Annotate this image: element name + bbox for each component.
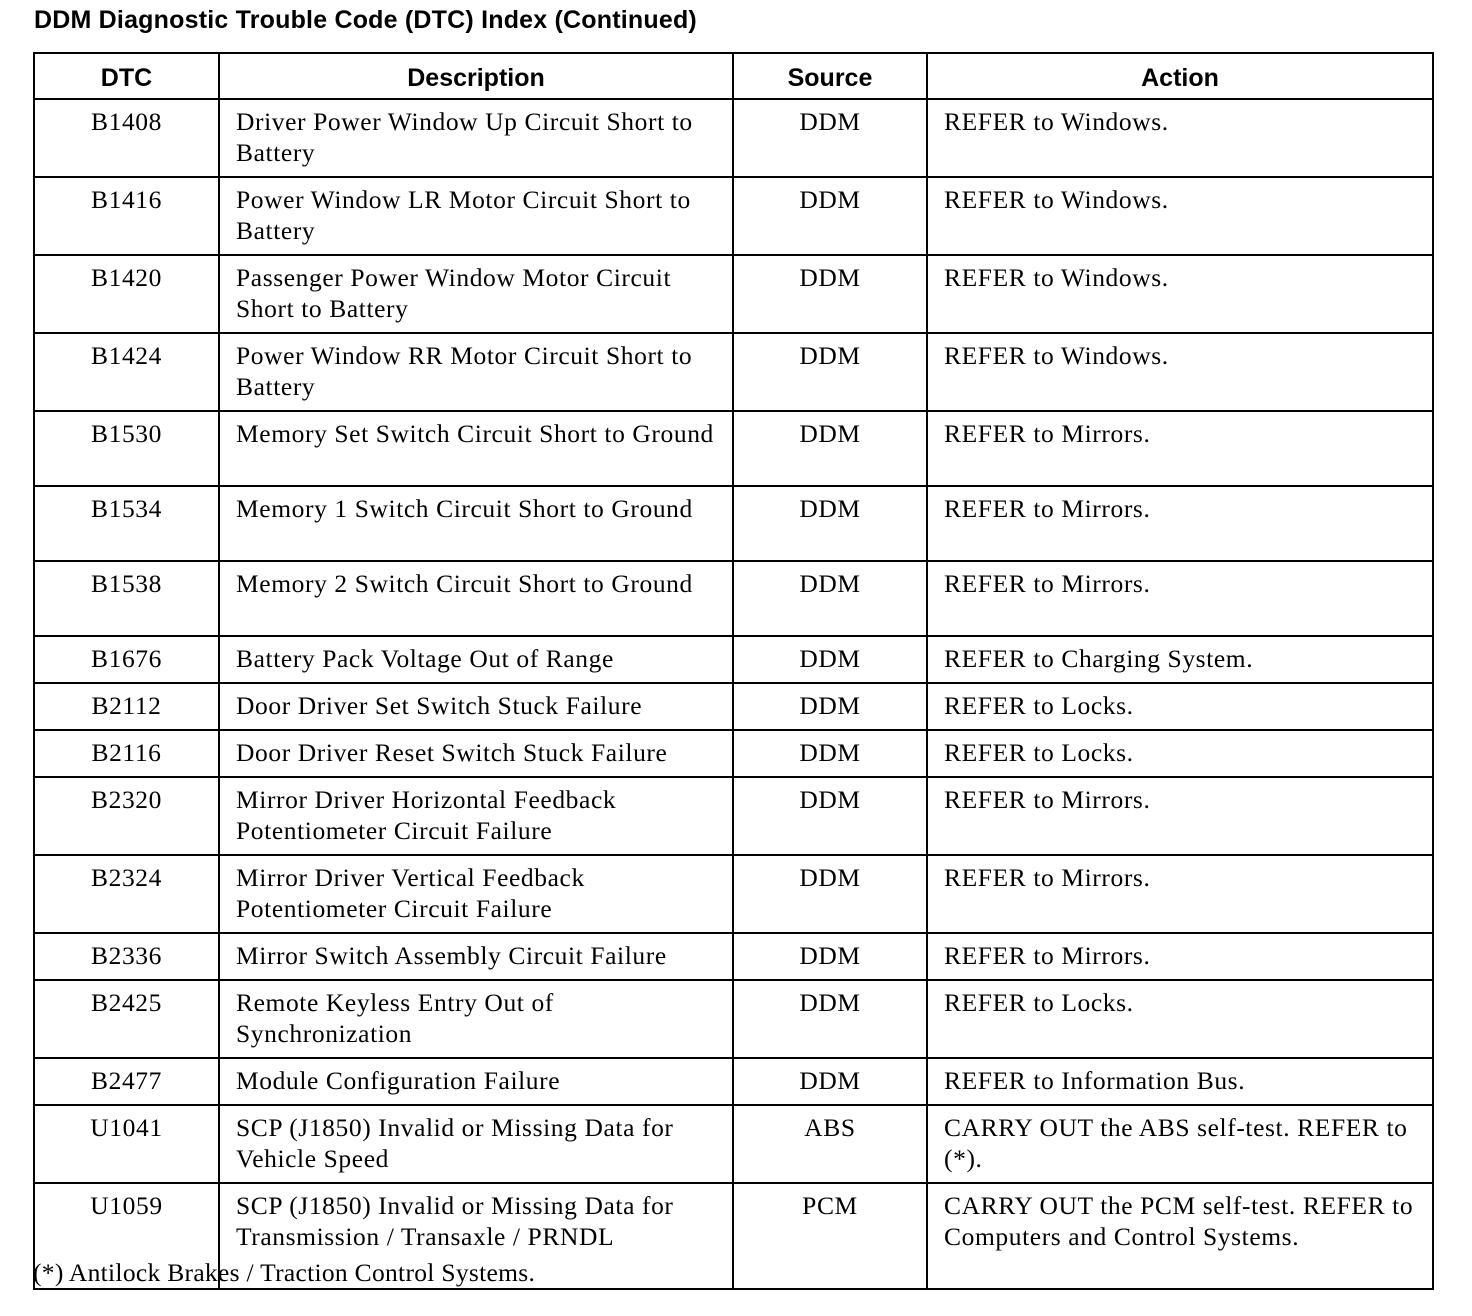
dtc-description: Remote Keyless Entry Out of Synchronization xyxy=(219,980,733,1058)
dtc-source: PCM xyxy=(733,1183,927,1289)
dtc-description: Mirror Switch Assembly Circuit Failure xyxy=(219,933,733,980)
dtc-source: DDM xyxy=(733,683,927,730)
dtc-code: B2425 xyxy=(34,980,219,1058)
dtc-source: DDM xyxy=(733,730,927,777)
dtc-action: REFER to Locks. xyxy=(927,683,1433,730)
dtc-description: Memory Set Switch Circuit Short to Ground xyxy=(219,411,733,486)
dtc-source: DDM xyxy=(733,333,927,411)
table-row xyxy=(34,1105,1433,1183)
table-row xyxy=(34,411,1433,486)
dtc-source: DDM xyxy=(733,1058,927,1105)
table-row xyxy=(34,730,1433,777)
dtc-action: REFER to Mirrors. xyxy=(927,561,1433,636)
dtc-action: REFER to Windows. xyxy=(927,255,1433,333)
table-row xyxy=(34,855,1433,933)
table-row xyxy=(34,777,1433,855)
table-row xyxy=(34,177,1433,255)
dtc-description: Passenger Power Window Motor Circuit Short to Battery xyxy=(219,255,733,333)
dtc-source: DDM xyxy=(733,980,927,1058)
table-row xyxy=(34,99,1433,177)
table-row xyxy=(34,486,1433,561)
dtc-source: DDM xyxy=(733,561,927,636)
dtc-code: B2336 xyxy=(34,933,219,980)
dtc-description: Power Window RR Motor Circuit Short to Battery xyxy=(219,333,733,411)
dtc-code: B2477 xyxy=(34,1058,219,1105)
header-description: Description xyxy=(219,53,733,99)
dtc-action: REFER to Mirrors. xyxy=(927,411,1433,486)
dtc-description: Driver Power Window Up Circuit Short to Battery xyxy=(219,99,733,177)
dtc-source: DDM xyxy=(733,636,927,683)
dtc-description: Door Driver Reset Switch Stuck Failure xyxy=(219,730,733,777)
dtc-code: B2324 xyxy=(34,855,219,933)
dtc-code: B2112 xyxy=(34,683,219,730)
header-source: Source xyxy=(733,53,927,99)
dtc-action: REFER to Charging System. xyxy=(927,636,1433,683)
dtc-source: ABS xyxy=(733,1105,927,1183)
dtc-description: SCP (J1850) Invalid or Missing Data for Transmission / Transaxle / PRNDL xyxy=(219,1183,733,1289)
table-row xyxy=(34,636,1433,683)
dtc-action: REFER to Windows. xyxy=(927,99,1433,177)
dtc-code: B1416 xyxy=(34,177,219,255)
dtc-action: REFER to Locks. xyxy=(927,730,1433,777)
dtc-code: B2320 xyxy=(34,777,219,855)
dtc-action: CARRY OUT the PCM self-test. REFER to Computers and Control Systems. xyxy=(927,1183,1433,1289)
header-dtc: DTC xyxy=(34,53,219,99)
page-title: DDM Diagnostic Trouble Code (DTC) Index (Continued) xyxy=(34,6,697,34)
dtc-action: REFER to Windows. xyxy=(927,177,1433,255)
dtc-source: DDM xyxy=(733,411,927,486)
dtc-action: CARRY OUT the ABS self-test. REFER to (*). xyxy=(927,1105,1433,1183)
dtc-description: Power Window LR Motor Circuit Short to Battery xyxy=(219,177,733,255)
dtc-description: Mirror Driver Horizontal Feedback Potentiometer Circuit Failure xyxy=(219,777,733,855)
dtc-action: REFER to Mirrors. xyxy=(927,486,1433,561)
table-row xyxy=(34,683,1433,730)
dtc-action: REFER to Windows. xyxy=(927,333,1433,411)
dtc-source: DDM xyxy=(733,933,927,980)
dtc-source: DDM xyxy=(733,486,927,561)
dtc-action: REFER to Information Bus. xyxy=(927,1058,1433,1105)
dtc-description: Memory 1 Switch Circuit Short to Ground xyxy=(219,486,733,561)
dtc-source: DDM xyxy=(733,255,927,333)
dtc-code: B1676 xyxy=(34,636,219,683)
table-row xyxy=(34,1058,1433,1105)
dtc-description: Module Configuration Failure xyxy=(219,1058,733,1105)
table-row xyxy=(34,980,1433,1058)
dtc-description: Mirror Driver Vertical Feedback Potentiometer Circuit Failure xyxy=(219,855,733,933)
header-action: Action xyxy=(927,53,1433,99)
table-row xyxy=(34,255,1433,333)
dtc-code: B1408 xyxy=(34,99,219,177)
dtc-code: U1041 xyxy=(34,1105,219,1183)
dtc-description: Battery Pack Voltage Out of Range xyxy=(219,636,733,683)
table-body xyxy=(34,99,1433,1289)
dtc-code: B1420 xyxy=(34,255,219,333)
dtc-source: DDM xyxy=(733,177,927,255)
table-row xyxy=(34,561,1433,636)
dtc-action: REFER to Locks. xyxy=(927,980,1433,1058)
dtc-code: B1534 xyxy=(34,486,219,561)
footnote: (*) Antilock Brakes / Traction Control Systems. xyxy=(33,1258,536,1287)
table-header-row xyxy=(34,53,1433,99)
dtc-description: Door Driver Set Switch Stuck Failure xyxy=(219,683,733,730)
dtc-description: Memory 2 Switch Circuit Short to Ground xyxy=(219,561,733,636)
dtc-source: DDM xyxy=(733,777,927,855)
dtc-code: B1530 xyxy=(34,411,219,486)
dtc-code: B2116 xyxy=(34,730,219,777)
dtc-code: U1059 xyxy=(34,1183,219,1289)
table-row xyxy=(34,933,1433,980)
dtc-code: B1424 xyxy=(34,333,219,411)
dtc-action: REFER to Mirrors. xyxy=(927,933,1433,980)
dtc-source: DDM xyxy=(733,855,927,933)
table-row xyxy=(34,333,1433,411)
dtc-description: SCP (J1850) Invalid or Missing Data for Vehicle Speed xyxy=(219,1105,733,1183)
dtc-index-table xyxy=(33,52,1434,1290)
dtc-action: REFER to Mirrors. xyxy=(927,777,1433,855)
dtc-source: DDM xyxy=(733,99,927,177)
dtc-action: REFER to Mirrors. xyxy=(927,855,1433,933)
dtc-code: B1538 xyxy=(34,561,219,636)
